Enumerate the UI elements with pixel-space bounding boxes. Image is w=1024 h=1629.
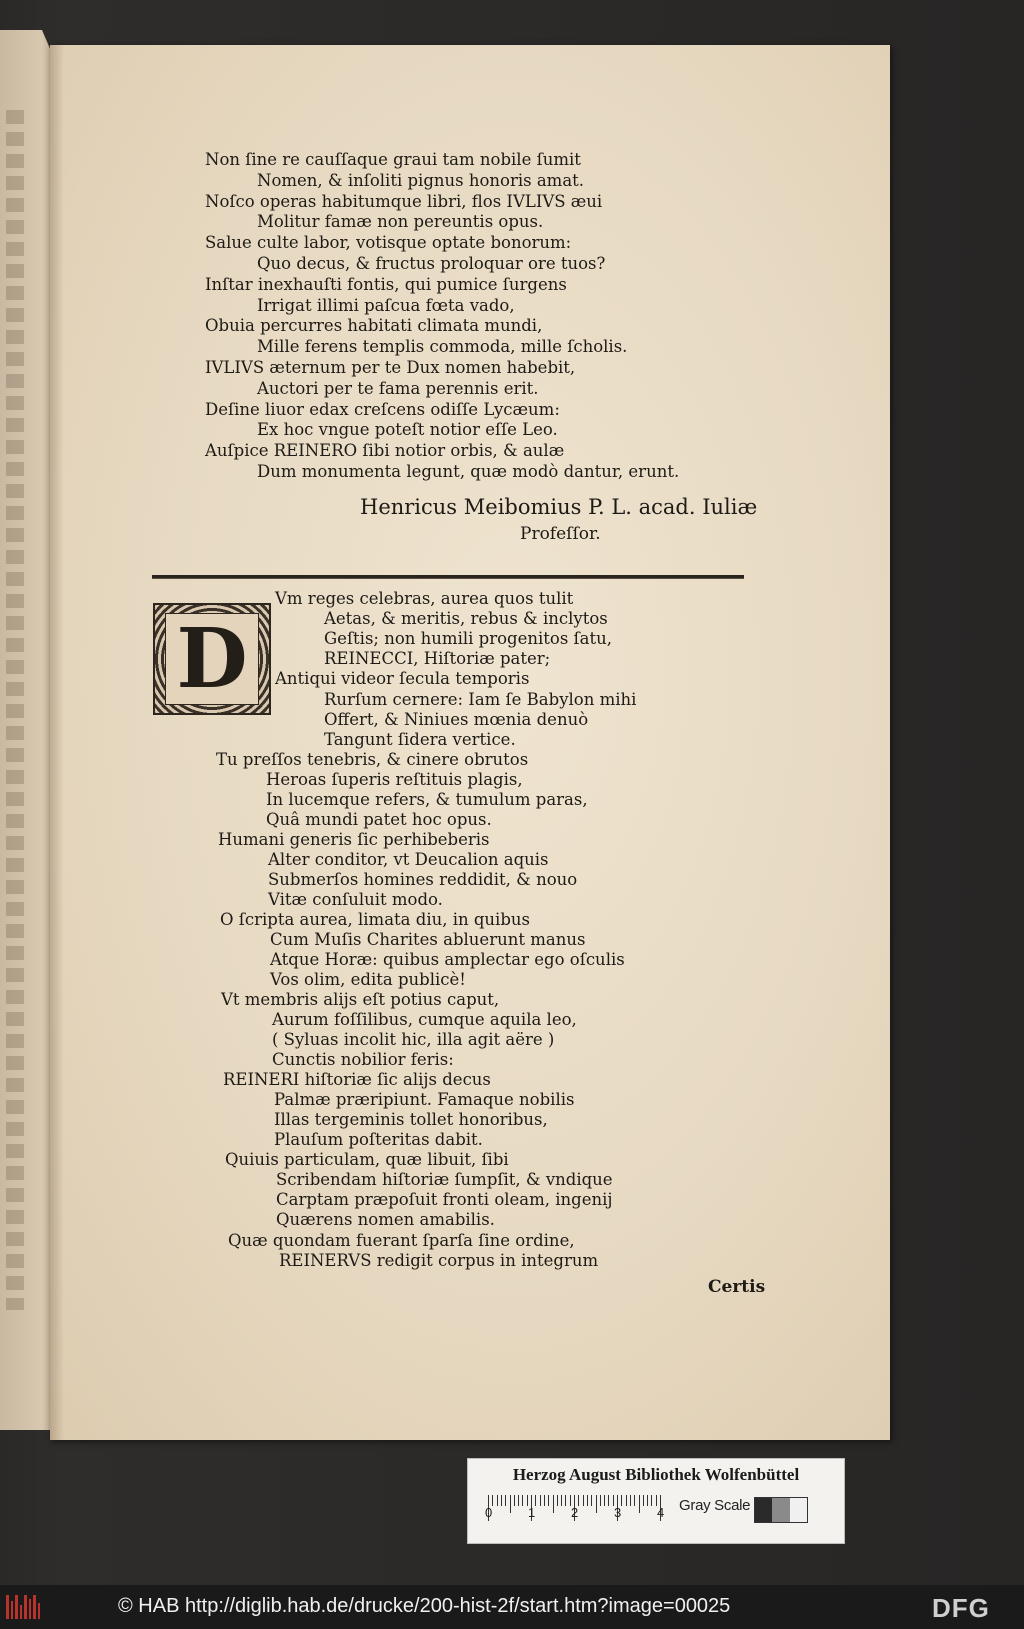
poem-2-line: Humani generis ſic perhibeberis <box>218 830 490 849</box>
signature-name: Henricus Meibomius P. L. acad. Iuliæ <box>360 495 758 519</box>
ruler-tick <box>557 1495 558 1506</box>
poem-1-line: Mille ferens templis commoda, mille ſcholis. <box>257 337 628 357</box>
poem-2-line: Atque Horæ: quibus amplectar ego oſculis <box>270 950 625 969</box>
poem-1-line: Ex hoc vngue poteſt notior eſſe Leo. <box>257 420 558 440</box>
poem-1-line: Auſpice REINERO ſibi notior orbis, & aulæ <box>205 441 565 461</box>
ruler-tick <box>621 1495 622 1506</box>
poem-2-line: Tangunt ſidera vertice. <box>324 730 516 749</box>
poem-1-line: Nomen, & inſoliti pignus honoris amat. <box>257 170 585 190</box>
ruler-number: 1 <box>528 1505 536 1520</box>
footer-bar <box>0 1585 1024 1629</box>
ruler-tick <box>626 1495 627 1506</box>
initial-letter: D <box>165 613 259 705</box>
poem-2-line: Aurum foſſilibus, cumque aquila leo, <box>272 1010 577 1029</box>
footer-url-link[interactable]: © HAB http://diglib.hab.de/drucke/200-hist-2f/start.htm?image=00025 <box>118 1595 731 1617</box>
ruler-tick <box>600 1495 601 1506</box>
poem-1-line: Deſine liuor edax creſcens odiſſe Lycæum: <box>205 399 560 419</box>
poem-2-line: O ſcripta aurea, limata diu, in quibus <box>220 910 530 929</box>
ruler-tick <box>604 1495 605 1506</box>
poem-1-line: Inſtar inexhauſti fontis, qui pumice ſurgens <box>205 274 567 294</box>
ruler-tick <box>548 1495 549 1506</box>
poem-2-line: Cum Muſis Charites abluerunt manus <box>270 930 586 949</box>
ruler-tick <box>639 1495 640 1513</box>
ruler-tick <box>522 1495 523 1506</box>
gray-swatch <box>772 1498 789 1522</box>
poem-2-line: Rurſum cernere: Iam ſe Babylon mihi <box>324 690 637 709</box>
gray-swatch <box>755 1498 772 1522</box>
poem-2-line: Offert, & Niniues mœnia denuò <box>324 710 589 729</box>
poem-1-line: Molitur famæ non pereuntis opus. <box>257 212 544 232</box>
poem-2-line: REINERVS redigit corpus in integrum <box>279 1251 599 1270</box>
poem-2-line: Vm reges celebras, aurea quos tulit <box>275 589 574 608</box>
poem-1-line: Auctori per te fama perennis erit. <box>257 378 539 398</box>
poem-2-line: REINERI hiſtoriæ ſic alijs decus <box>223 1070 491 1089</box>
ruler-tick <box>501 1495 502 1506</box>
poem-1-line: Non ſine re cauſſaque graui tam nobile ſumit <box>205 150 581 169</box>
ruler-number: 3 <box>614 1505 622 1520</box>
poem-2-line: Palmæ præripiunt. Famaque nobilis <box>274 1090 575 1109</box>
ruler-tick <box>553 1495 554 1513</box>
poem-2-line: Aetas, & meritis, rebus & inclytos <box>324 609 608 628</box>
ruler-tick <box>647 1495 648 1506</box>
ruler-tick <box>505 1495 506 1506</box>
ruler-tick <box>561 1495 562 1506</box>
ruler-tick <box>634 1495 635 1506</box>
dfg-logo: DFG <box>932 1593 990 1623</box>
catchword: Certis <box>708 1277 766 1297</box>
poem-1-line: Irrigat illimi paſcua fœta vado, <box>257 295 515 315</box>
poem-2-line: Submerſos homines reddidit, & nouo <box>268 870 578 889</box>
signature-title: Profeſſor. <box>520 524 601 544</box>
poem-2-line: Quæ quondam fuerant ſparſa ſine ordine, <box>228 1231 575 1250</box>
ruler-tick <box>608 1495 609 1506</box>
poem-2-line: Quærens nomen amabilis. <box>276 1210 495 1229</box>
poem-2-line: Plauſum poſteritas dabit. <box>274 1130 483 1149</box>
poem-1-line: Dum monumenta legunt, quæ modò dantur, erunt. <box>257 462 680 481</box>
poem-1-line: Obuia percurres habitati climata mundi, <box>205 316 543 336</box>
card-title: Herzog August Bibliothek Wolfenbüttel <box>512 1465 800 1484</box>
poem-2-line: In lucemque refers, & tumulum paras, <box>266 790 588 809</box>
page-gutter-shadow <box>50 45 64 1440</box>
hab-logo-icon <box>6 1595 46 1619</box>
ruler-tick <box>587 1495 588 1506</box>
poem-2-line: Quâ mundi patet hoc opus. <box>266 810 492 829</box>
poem-1-line: Quo decus, & fructus proloquar ore tuos? <box>257 254 606 273</box>
section-divider <box>152 575 744 579</box>
poem-2-line: Vt membris alijs eſt potius caput, <box>221 990 500 1009</box>
gray-swatch <box>790 1498 807 1522</box>
poem-2-line: Scribendam hiſtoriæ ſumpſit, & vndique <box>276 1170 613 1189</box>
gray-scale-swatch <box>754 1497 808 1523</box>
poem-2-line: Tu preſſos tenebris, & cinere obrutos <box>216 750 529 769</box>
decorated-initial <box>153 603 271 715</box>
poem-2-line: Vitæ conſuluit modo. <box>268 890 443 909</box>
ruler-tick <box>583 1495 584 1506</box>
ruler-number: 2 <box>571 1505 579 1520</box>
ruler-tick <box>651 1495 652 1506</box>
poem-2-line: Heroas ſuperis reſtituis plagis, <box>266 770 523 789</box>
ruler-tick <box>565 1495 566 1506</box>
poem-1-line: Noſco operas habitumque libri, flos IVLIVS æui <box>205 191 603 211</box>
ruler-number: 4 <box>657 1505 665 1520</box>
ruler-tick <box>643 1495 644 1506</box>
poem-1-line: Salue culte labor, votisque optate bonorum: <box>205 233 572 253</box>
poem-2-line: Illas tergeminis tollet honoribus, <box>274 1110 548 1129</box>
ruler-tick <box>492 1495 493 1506</box>
poem-2-line: Antiqui videor ſecula temporis <box>275 669 530 688</box>
poem-1-line: IVLIVS æternum per te Dux nomen habebit, <box>205 358 576 377</box>
poem-1 <box>205 150 705 490</box>
poem-2-line: Geſtis; non humili progenitos ſatu, <box>324 629 612 648</box>
poem-2-line: Carptam præpoſuit fronti oleam, ingenij <box>276 1190 613 1209</box>
ruler-tick <box>514 1495 515 1506</box>
ruler-tick <box>510 1495 511 1513</box>
gray-scale-label: Gray Scale <box>679 1497 751 1514</box>
ruler-tick <box>596 1495 597 1513</box>
ruler-number: 0 <box>485 1505 493 1520</box>
ruler-tick <box>591 1495 592 1506</box>
ruler-tick <box>578 1495 579 1506</box>
poem-2-line: Vos olim, edita publicè! <box>270 970 466 989</box>
ruler-tick <box>497 1495 498 1506</box>
poem-2-line: REINECCI, Hiſtoriæ pater; <box>324 649 551 668</box>
ruler-tick <box>544 1495 545 1506</box>
color-reference-card <box>467 1458 845 1544</box>
poem-2-line: Quiuis particulam, quæ libuit, ſibi <box>225 1150 509 1169</box>
poem-2-line: Alter conditor, vt Deucalion aquis <box>268 850 549 869</box>
ruler-tick <box>540 1495 541 1506</box>
poem-2-line: Cunctis nobilior feris: <box>272 1050 454 1069</box>
poem-2-line: ( Syluas incolit hic, illa agit aëre ) <box>272 1030 555 1049</box>
ruler-tick <box>518 1495 519 1506</box>
ruler-tick <box>630 1495 631 1506</box>
ruler-tick <box>535 1495 536 1506</box>
